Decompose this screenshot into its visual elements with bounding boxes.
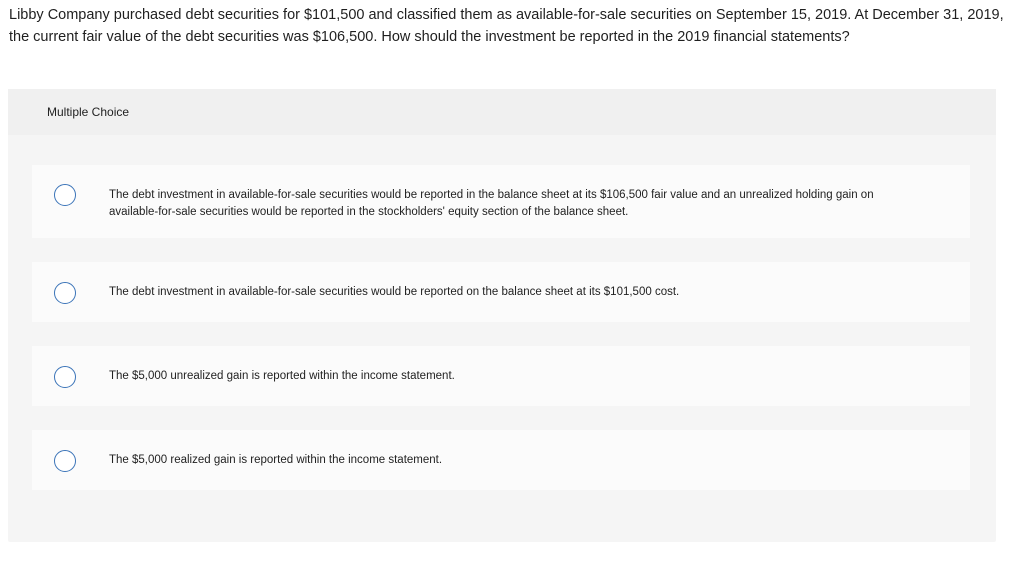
option-1-label: The debt investment in available-for-sale securities would be reported in the balance sheet at its $106,500 fair value and an unrealized holding gain on available-for-sale securities would be reported in the stockholders' equity section of the balance sheet. [109, 189, 874, 218]
option-4[interactable] [32, 430, 970, 490]
option-3[interactable] [32, 346, 970, 406]
option-1[interactable] [32, 165, 970, 238]
panel-header: Multiple Choice [8, 89, 996, 135]
radio-button-icon[interactable] [54, 282, 76, 304]
option-2-label: The debt investment in available-for-sale securities would be reported on the balance sheet at its $101,500 cost. [109, 286, 680, 298]
option-4-label: The $5,000 realized gain is reported within the income statement. [109, 454, 443, 466]
question-text: Libby Company purchased debt securities for $101,500 and classified them as available-for-sale securities on September 15, 2019. At December 31, 2019, the current fair value of the debt securities was $106,500. How should the investment be reported in the 2019 financial statements? [9, 7, 1004, 45]
radio-button-icon[interactable] [54, 366, 76, 388]
option-3-label: The $5,000 unrealized gain is reported within the income statement. [109, 370, 455, 382]
radio-button-icon[interactable] [54, 450, 76, 472]
option-2[interactable] [32, 262, 970, 322]
radio-button-icon[interactable] [54, 184, 76, 206]
multiple-choice-panel [8, 89, 996, 542]
